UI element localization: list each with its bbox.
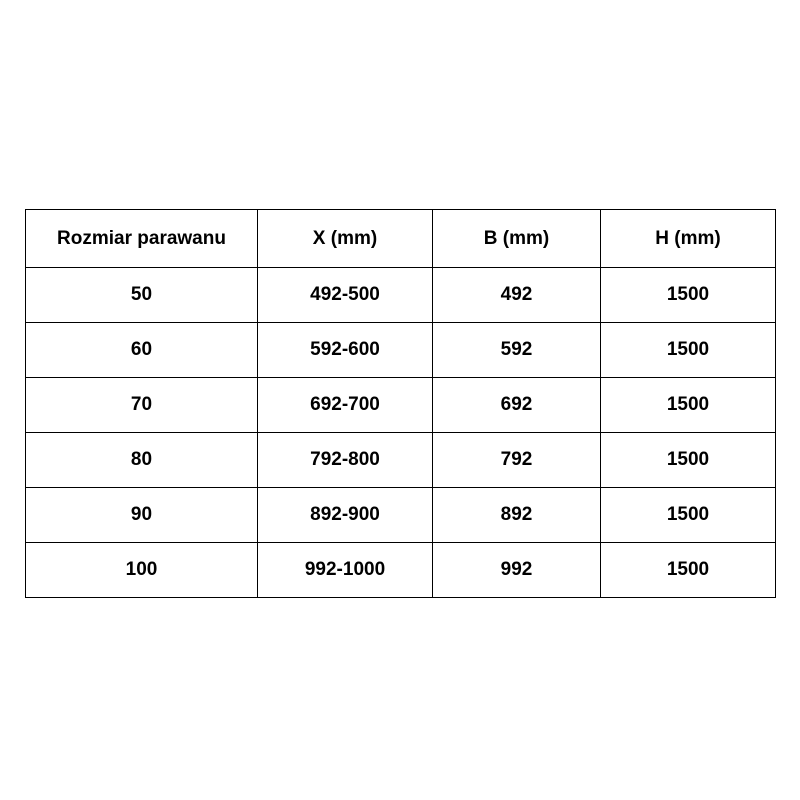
cell-size: 60 bbox=[26, 323, 258, 378]
cell-x: 792-800 bbox=[258, 433, 433, 488]
table-row bbox=[26, 433, 776, 488]
cell-x: 692-700 bbox=[258, 378, 433, 433]
cell-b: 892 bbox=[433, 488, 601, 543]
cell-size: 100 bbox=[26, 543, 258, 598]
table-body bbox=[26, 268, 776, 598]
cell-size: 80 bbox=[26, 433, 258, 488]
table-row bbox=[26, 378, 776, 433]
cell-h: 1500 bbox=[601, 378, 776, 433]
cell-b: 992 bbox=[433, 543, 601, 598]
cell-size: 50 bbox=[26, 268, 258, 323]
column-header-h: H (mm) bbox=[601, 210, 776, 268]
table-row bbox=[26, 323, 776, 378]
column-header-x: X (mm) bbox=[258, 210, 433, 268]
cell-b: 592 bbox=[433, 323, 601, 378]
cell-x: 592-600 bbox=[258, 323, 433, 378]
cell-b: 492 bbox=[433, 268, 601, 323]
table-row bbox=[26, 488, 776, 543]
table-header bbox=[26, 210, 776, 268]
cell-h: 1500 bbox=[601, 433, 776, 488]
cell-size: 70 bbox=[26, 378, 258, 433]
cell-x: 892-900 bbox=[258, 488, 433, 543]
cell-x: 992-1000 bbox=[258, 543, 433, 598]
cell-size: 90 bbox=[26, 488, 258, 543]
specification-table-container bbox=[25, 209, 775, 598]
cell-h: 1500 bbox=[601, 488, 776, 543]
column-header-b: B (mm) bbox=[433, 210, 601, 268]
cell-b: 792 bbox=[433, 433, 601, 488]
table-row bbox=[26, 268, 776, 323]
specification-table bbox=[25, 209, 776, 598]
cell-x: 492-500 bbox=[258, 268, 433, 323]
cell-h: 1500 bbox=[601, 268, 776, 323]
table-row bbox=[26, 543, 776, 598]
cell-h: 1500 bbox=[601, 323, 776, 378]
column-header-size: Rozmiar parawanu bbox=[26, 210, 258, 268]
cell-h: 1500 bbox=[601, 543, 776, 598]
cell-b: 692 bbox=[433, 378, 601, 433]
table-header-row bbox=[26, 210, 776, 268]
